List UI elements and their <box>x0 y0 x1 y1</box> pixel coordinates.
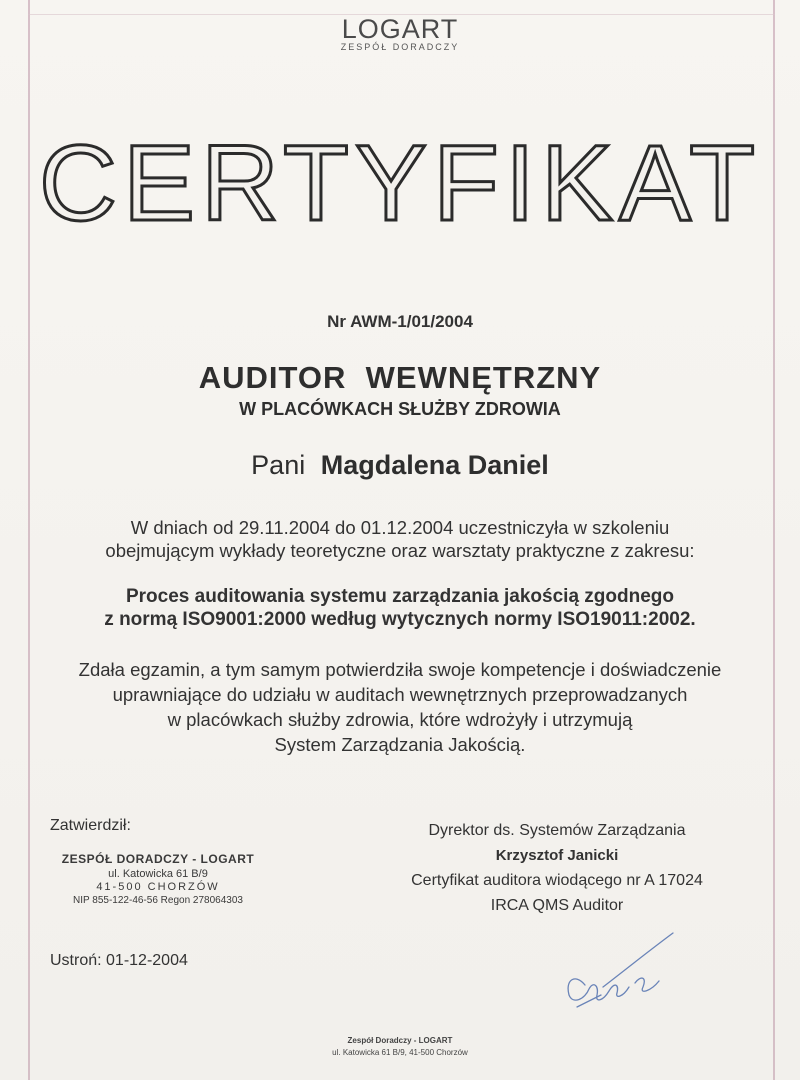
footer-address: ul. Katowicka 61 B/9, 41-500 Chorzów <box>332 1048 468 1057</box>
company-stamp <box>58 852 258 906</box>
training-paragraph <box>0 516 800 562</box>
subject-line: Proces auditowania systemu zarządzania jakością zgodnego <box>125 586 674 607</box>
certificate-title: CERTYFIKAT <box>38 122 762 243</box>
director-name: Krzysztof Janicki <box>495 847 619 864</box>
certificate-number: Nr AWM-1/01/2004 <box>327 312 473 331</box>
logo-wordmark: LOGART <box>341 14 459 44</box>
footer <box>0 1035 800 1059</box>
director-certificate: Certyfikat auditora wiodącego nr A 17024 <box>411 872 703 889</box>
recipient-name: Magdalena Daniel <box>320 450 549 480</box>
stamp-company: ZESPÓŁ DORADCZY - LOGART <box>61 852 255 866</box>
role-subtitle: W PLACÓWKACH SŁUŻBY ZDROWIA <box>239 399 561 419</box>
place-date: Ustroń: 01-12-2004 <box>50 952 188 969</box>
director-block <box>392 818 722 918</box>
recipient-prefix: Pani <box>251 450 306 480</box>
recipient <box>0 450 800 481</box>
logart-logo <box>0 14 800 52</box>
footer-company: Zespół Doradczy - LOGART <box>347 1036 453 1045</box>
approved-label: Zatwierdził: <box>50 817 131 834</box>
paragraph-line: System Zarządzania Jakością. <box>274 734 526 755</box>
director-irca: IRCA QMS Auditor <box>490 897 624 914</box>
subject-line: z normą ISO9001:2000 według wytycznych normy ISO19011:2002. <box>104 609 696 630</box>
paragraph-line: W dniach od 29.11.2004 do 01.12.2004 uczestniczyła w szkoleniu <box>130 517 670 538</box>
stamp-street: ul. Katowicka 61 B/9 <box>108 868 208 880</box>
paragraph-line: w placówkach służby zdrowia, które wdrożyły i utrzymują <box>167 709 633 730</box>
stamp-city: 41-500 CHORZÓW <box>96 881 220 893</box>
paragraph-line: Zdała egzamin, a tym samym potwierdziła swoje kompetencje i doświadczenie <box>78 659 722 680</box>
role-title: AUDITOR WEWNĘTRZNY <box>198 360 602 395</box>
training-subject <box>0 585 800 631</box>
director-title: Dyrektor ds. Systemów Zarządzania <box>428 822 686 839</box>
paragraph-line: uprawniające do udziału w auditach wewnętrznych przeprowadzanych <box>112 684 688 705</box>
paragraph-line: obejmującym wykłady teoretyczne oraz warsztaty praktyczne z zakresu: <box>105 540 695 561</box>
logo-tagline: ZESPÓŁ DORADCZY <box>340 42 460 52</box>
handwritten-signature <box>555 925 685 1015</box>
exam-paragraph <box>0 657 800 757</box>
stamp-ids: NIP 855-122-46-56 Regon 278064303 <box>73 895 243 906</box>
